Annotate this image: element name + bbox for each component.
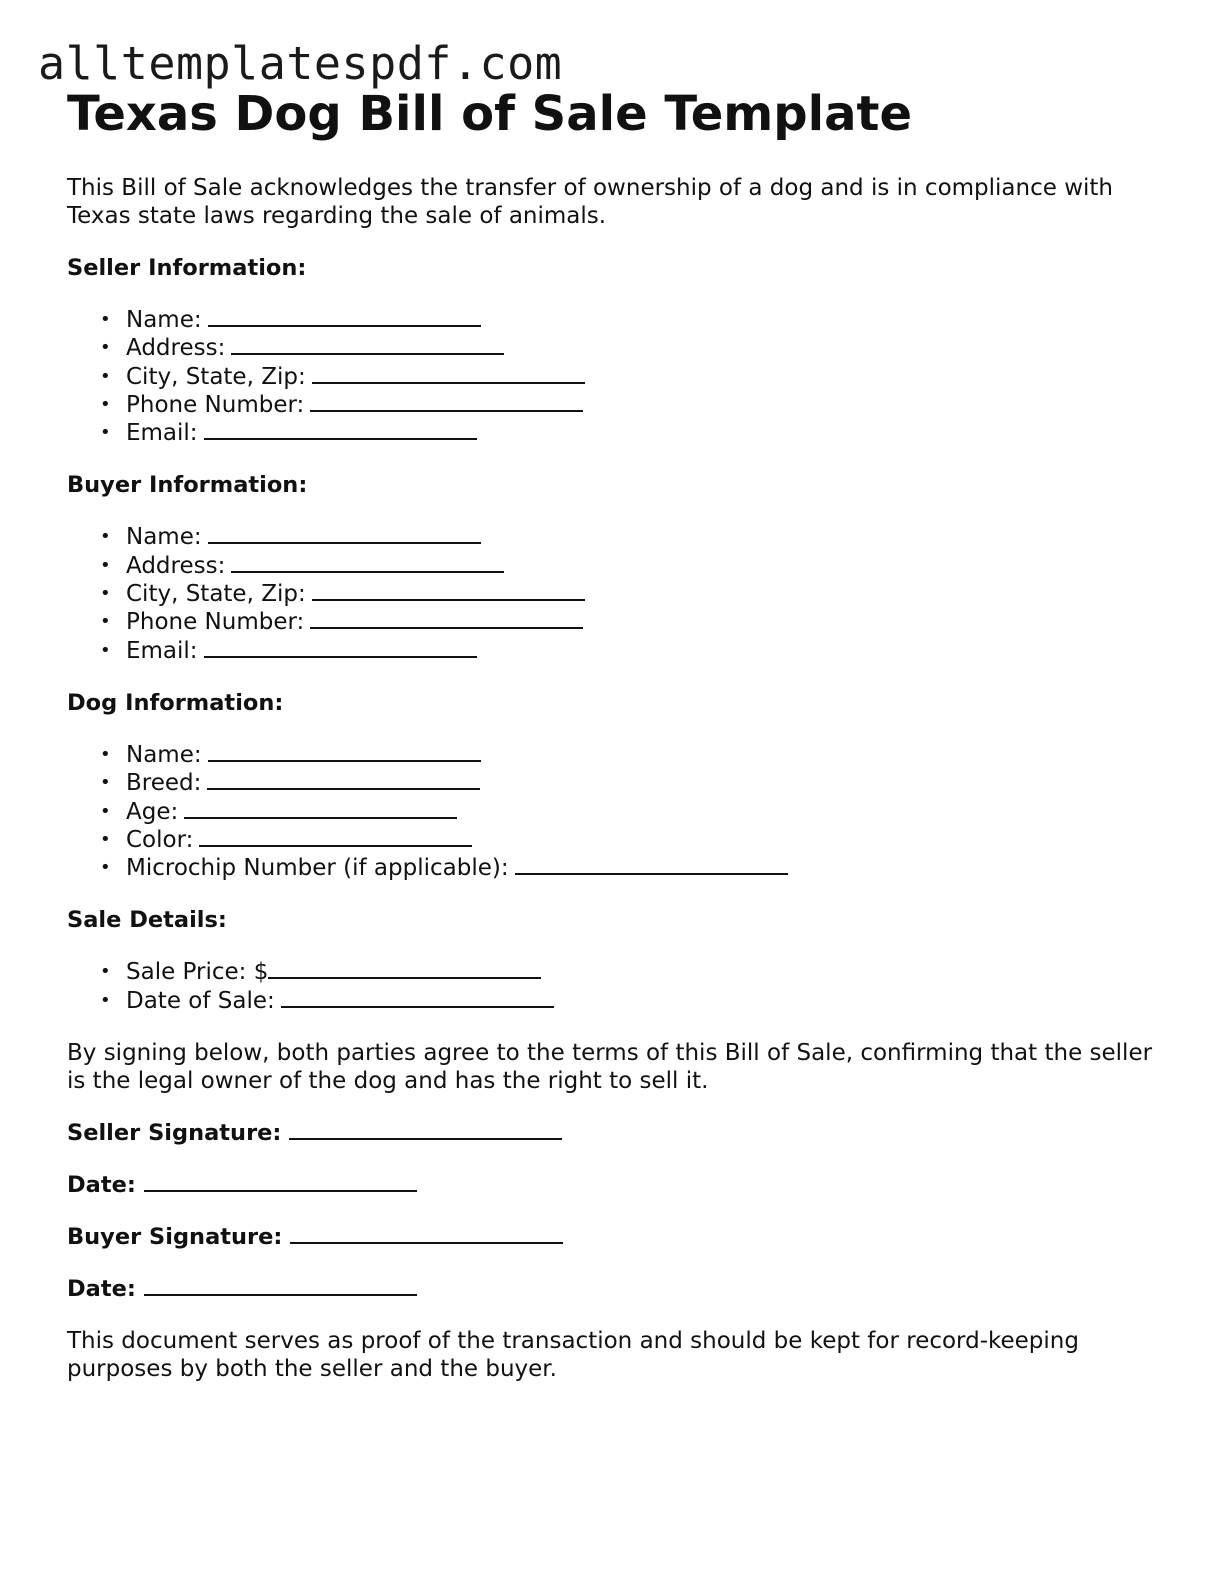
bullet: • — [100, 393, 111, 415]
buyer-signature-line[interactable] — [290, 1224, 563, 1244]
buyer-address-line[interactable] — [231, 553, 504, 573]
buyer-date-label: Date: — [67, 1276, 136, 1303]
buyer-email-line[interactable] — [204, 638, 477, 658]
sale-heading: Sale Details: — [67, 907, 227, 934]
seller-city-line[interactable] — [312, 364, 585, 384]
buyer-city-line[interactable] — [312, 581, 585, 601]
buyer-name-field — [67, 523, 1177, 551]
bullet: • — [100, 743, 111, 765]
field-label: Email: — [126, 420, 198, 447]
bullet: • — [100, 639, 111, 661]
seller-email-field — [67, 419, 1177, 447]
seller-name-field — [67, 306, 1177, 334]
field-label: Phone Number: — [126, 609, 305, 636]
field-label: City, State, Zip: — [126, 363, 306, 390]
bullet: • — [100, 309, 111, 330]
bullet: • — [100, 772, 111, 794]
buyer-signature — [67, 1223, 1177, 1251]
buyer-date — [67, 1275, 1177, 1303]
buyer-name-line[interactable] — [208, 524, 481, 544]
seller-email-line[interactable] — [204, 420, 477, 440]
field-label: Date of Sale: — [126, 987, 275, 1014]
field-label: Name: — [126, 741, 202, 768]
field-label: City, State, Zip: — [126, 581, 306, 608]
buyer-signature-label: Buyer Signature: — [67, 1224, 283, 1251]
seller-date-label: Date: — [67, 1172, 136, 1199]
field-label: Address: — [126, 335, 226, 362]
dog-microchip-field — [67, 854, 1177, 882]
bullet: • — [100, 526, 111, 548]
sale-price-field — [67, 958, 1177, 986]
seller-signature — [67, 1119, 1177, 1147]
sale-date-field — [67, 987, 1177, 1015]
dog-microchip-line[interactable] — [515, 855, 788, 875]
seller-address-field — [67, 334, 1177, 362]
dog-color-field — [67, 826, 1177, 854]
buyer-fields — [67, 523, 1177, 664]
seller-date-line[interactable] — [144, 1172, 417, 1192]
field-label: Phone Number: — [126, 391, 305, 418]
page-title: Texas Dog Bill of Sale Template — [67, 86, 912, 142]
seller-phone-line[interactable] — [310, 392, 583, 412]
seller-signature-label: Seller Signature: — [67, 1120, 282, 1147]
sale-fields — [67, 958, 1177, 1015]
seller-phone-field — [67, 391, 1177, 419]
bullet: • — [100, 828, 111, 850]
field-label: Age: — [126, 798, 179, 825]
bullet: • — [100, 583, 111, 605]
buyer-city-field — [67, 580, 1177, 608]
seller-signature-line[interactable] — [289, 1120, 562, 1140]
bullet: • — [100, 611, 111, 633]
closing-paragraph: This document serves as proof of the transaction and should be kept for record-keeping purposes by both the seller and the buyer. — [67, 1328, 1079, 1383]
field-label: Color: — [126, 826, 194, 853]
field-label: Name: — [126, 524, 202, 551]
buyer-email-field — [67, 637, 1177, 665]
seller-city-field — [67, 363, 1177, 391]
sale-price-line[interactable] — [268, 959, 541, 979]
field-label: Sale Price: $ — [126, 959, 269, 986]
buyer-address-field — [67, 552, 1177, 580]
field-label: Breed: — [126, 770, 202, 797]
bullet: • — [100, 961, 111, 983]
watermark: alltemplatespdf.com — [38, 37, 563, 90]
dog-name-line[interactable] — [208, 742, 481, 762]
seller-date — [67, 1171, 1177, 1199]
bullet: • — [100, 989, 111, 1011]
buyer-phone-field — [67, 608, 1177, 636]
document — [67, 84, 1177, 1383]
dog-heading: Dog Information: — [67, 689, 284, 716]
field-label: Microchip Number (if applicable): — [126, 855, 509, 882]
field-label: Address: — [126, 552, 226, 579]
dog-fields — [67, 741, 1177, 882]
seller-name-line[interactable] — [208, 307, 481, 327]
bullet: • — [100, 422, 111, 444]
bullet: • — [100, 365, 111, 387]
agreement-paragraph: By signing below, both parties agree to the terms of this Bill of Sale, confirming that the seller is the legal owner of the dog and has the right to sell it. — [67, 1040, 1153, 1095]
buyer-date-line[interactable] — [144, 1276, 417, 1296]
bullet: • — [100, 554, 111, 576]
dog-age-field — [67, 798, 1177, 826]
buyer-heading: Buyer Information: — [67, 472, 308, 499]
bullet: • — [100, 857, 111, 879]
dog-age-line[interactable] — [184, 799, 457, 819]
bullet: • — [100, 337, 111, 359]
dog-breed-field — [67, 769, 1177, 797]
buyer-phone-line[interactable] — [310, 609, 583, 629]
dog-name-field — [67, 741, 1177, 769]
sale-date-line[interactable] — [281, 988, 554, 1008]
bullet: • — [100, 800, 111, 822]
field-label: Name: — [126, 307, 202, 333]
dog-color-line[interactable] — [199, 827, 472, 847]
intro-paragraph: This Bill of Sale acknowledges the transfer of ownership of a dog and is in compliance with Texas state laws regarding the sale of animals. — [67, 175, 1113, 229]
seller-fields — [67, 306, 1177, 447]
seller-address-line[interactable] — [231, 335, 504, 355]
dog-breed-line[interactable] — [207, 770, 480, 790]
field-label: Email: — [126, 637, 198, 664]
seller-heading: Seller Information: — [67, 255, 307, 281]
